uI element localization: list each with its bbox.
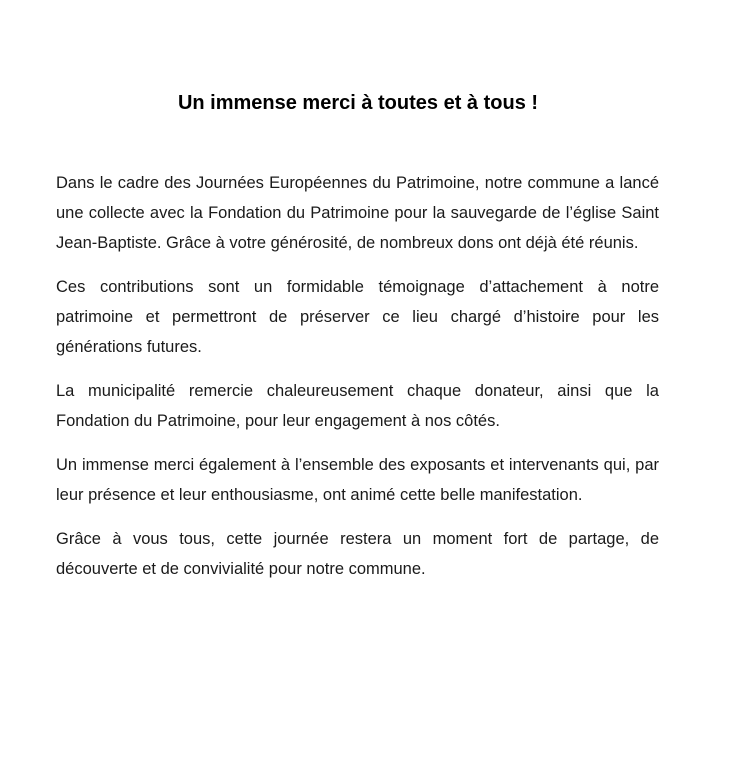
- document-body: [56, 168, 659, 598]
- paragraph-3: La municipalité remercie chaleureusement chaque donateur, ainsi que la Fondation du Patrimoine, pour leur engagement à nos côtés.: [56, 382, 659, 430]
- paragraph-2: Ces contributions sont un formidable témoignage d’attachement à notre patrimoine et permettront de préserver ce lieu chargé d’histoire pour les générations futures.: [56, 278, 659, 356]
- paragraph-4: Un immense merci également à l’ensemble des exposants et intervenants qui, par leur présence et leur enthousiasme, ont animé cette belle manifestation.: [56, 456, 659, 504]
- paragraph-5: Grâce à vous tous, cette journée restera un moment fort de partage, de découverte et de convivialité pour notre commune.: [56, 530, 659, 578]
- document-title: Un immense merci à toutes et à tous !: [177, 92, 539, 114]
- paragraph-1: Dans le cadre des Journées Européennes du Patrimoine, notre commune a lancé une collecte avec la Fondation du Patrimoine pour la sauvegarde de l’église Saint Jean-Baptiste. Grâce à votre générosité, de nombreux dons ont déjà été réunis.: [56, 174, 659, 252]
